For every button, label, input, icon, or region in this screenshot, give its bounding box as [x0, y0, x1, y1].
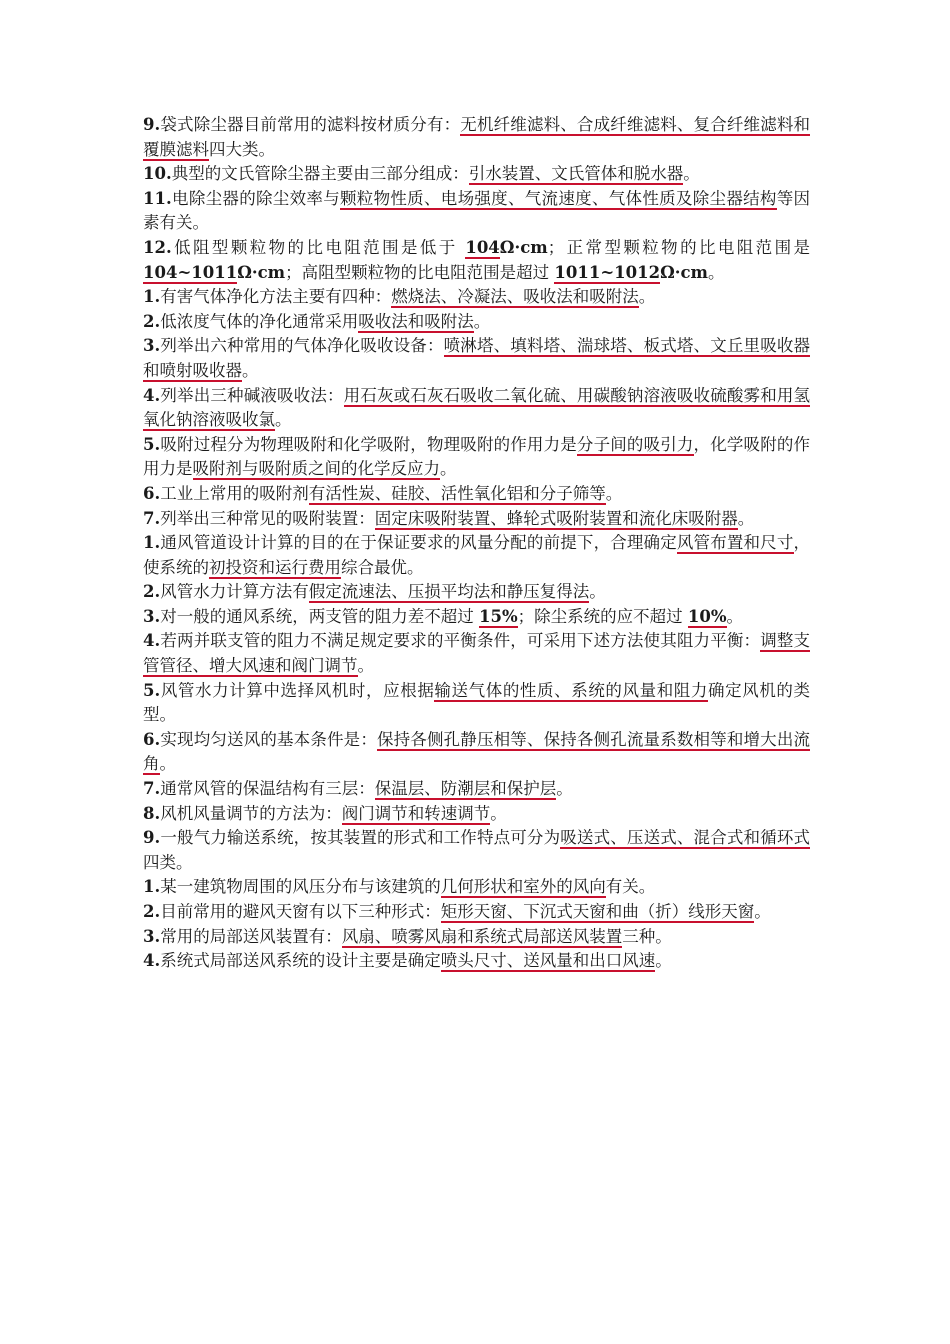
question-text: 一般气力输送系统，按其装置的形式和工作特点可分为 [160, 828, 561, 848]
item-number: 7. [143, 779, 161, 799]
answer-text: 矩形天窗、下沉式天窗和曲（折）线形天窗 [440, 902, 755, 921]
question-text: 四大类。 [209, 139, 275, 159]
answer-text: 风管布置和尺寸 [676, 533, 794, 553]
question-text: 。 [357, 656, 374, 676]
question-text: 。 [440, 459, 457, 479]
question-item [143, 310, 810, 335]
question-item [143, 875, 810, 900]
answer-text: 吸送式、压送式、混合式和循环式 [560, 828, 811, 848]
answer-text: 104~1011 [143, 262, 238, 282]
question-text: 。 [589, 582, 606, 602]
question-text: 等因素有关。 [143, 188, 810, 233]
item-number: 12. [143, 237, 172, 257]
question-text: 目前常用的避风天窗有以下三种形式： [160, 902, 441, 921]
item-number: 4. [143, 631, 161, 651]
item-number: 4. [143, 951, 161, 971]
item-number: 5. [143, 434, 161, 454]
question-text: 。 [708, 262, 725, 282]
item-number: 9. [143, 828, 161, 848]
question-item [143, 187, 810, 236]
question-text: 实现均匀送风的基本条件是： [160, 729, 377, 749]
question-text: 。 [242, 360, 259, 380]
question-item [143, 113, 810, 162]
answer-text: 104 [465, 237, 500, 257]
question-text: 常用的局部送风装置有： [160, 926, 342, 946]
answer-text: 引水装置、文氏管体和脱水器 [468, 164, 684, 184]
question-item [143, 925, 810, 950]
answer-text: 有活性炭、硅胶、活性氧化铝和分子筛等 [308, 483, 606, 503]
item-number: 7. [143, 508, 161, 528]
question-text: 。 [605, 483, 623, 503]
answer-text: 颗粒物性质、电场强度、气流速度、气体性质及除尘器结构 [339, 188, 777, 208]
answer-text: 无机纤维滤料、合成纤维滤料、复合纤维滤料和覆膜滤料 [143, 115, 811, 159]
question-text: 工业上常用的吸附剂 [160, 483, 309, 503]
item-number: 2. [143, 902, 161, 921]
question-text: 三种。 [622, 926, 672, 946]
question-item [143, 826, 810, 875]
question-text: 列举出六种常用的气体净化吸收设备： [160, 336, 444, 356]
answer-text: 分子间的吸引力 [576, 434, 694, 454]
item-number: 4. [143, 385, 161, 405]
question-text: 有害气体净化方法主要有四种： [160, 287, 392, 307]
question-text: 有关。 [605, 877, 656, 897]
question-item [143, 900, 810, 925]
question-item [143, 679, 810, 728]
item-number: 11. [143, 188, 172, 208]
question-text: 低阻型颗粒物的比电阻范围是低于 [171, 237, 466, 257]
answer-text: 阀门调节和转速调节 [341, 803, 491, 823]
answer-text: 几何形状和室外的风向 [440, 877, 606, 897]
item-number: 5. [143, 680, 161, 700]
question-item [143, 802, 810, 827]
answer-text: 喷淋塔、填料塔、湍球塔、板式塔、文丘里吸收器和喷射吸收器 [143, 336, 811, 380]
question-text: 。 [556, 779, 573, 799]
question-text: 。 [754, 902, 771, 921]
question-item [143, 162, 810, 187]
item-number: 9. [143, 115, 161, 134]
answer-text: 假定流速法、压损平均法和静压复得法 [308, 582, 590, 602]
question-text: 四类。 [143, 852, 193, 872]
question-text: 吸附过程分为物理吸附和化学吸附，物理吸附的作用力是 [160, 434, 577, 454]
question-item [143, 384, 810, 433]
question-item [143, 949, 810, 974]
question-text: 电除尘器的除尘效率与 [171, 188, 340, 208]
answer-text: 吸收法和吸附法 [358, 311, 474, 331]
question-text: 系统式局部送风系统的设计主要是确定 [160, 951, 441, 971]
question-text: 。 [638, 287, 656, 307]
question-text: Ω·cm [499, 237, 548, 257]
question-text: 。 [726, 606, 744, 626]
answer-text: 输送气体的性质、系统的风量和阻力 [434, 680, 709, 700]
question-text: 风管水力计算中选择风机时，应根据 [160, 680, 435, 700]
question-text: 袋式除尘器目前常用的滤料按材质分有： [160, 115, 461, 134]
question-text: 。 [490, 803, 507, 823]
question-text: Ω·cm [660, 262, 708, 282]
question-text: 低浓度气体的净化通常采用 [160, 311, 359, 331]
question-text: 。 [737, 508, 755, 528]
question-text: 。 [473, 311, 491, 331]
question-item [143, 728, 810, 777]
question-text: 。 [655, 951, 672, 971]
question-item [143, 531, 810, 580]
question-text: 对一般的通风系统，两支管的阻力差不超过 [160, 606, 479, 626]
question-text: ，使系统的 [143, 533, 810, 577]
question-item [143, 334, 810, 383]
question-text: 典型的文氏管除尘器主要由三部分组成： [171, 164, 469, 184]
item-number: 2. [143, 582, 161, 602]
answer-text: 吸附剂与吸附质之间的化学反应力 [192, 459, 440, 479]
question-text: 某一建筑物周围的风压分布与该建筑的 [160, 877, 441, 897]
question-item [143, 285, 810, 310]
question-text: 。 [159, 754, 176, 774]
item-number: 2. [143, 311, 161, 331]
item-number: 10. [143, 164, 172, 184]
answer-text: 10% [687, 606, 727, 626]
answer-text: 用石灰或石灰石吸收二氧化硫、用碳酸钠溶液吸收硫酸雾和用氢氧化钠溶液吸收氯 [143, 385, 811, 430]
answer-text: 保持各侧孔静压相等、保持各侧孔流量系数相等和增大出流角 [143, 729, 811, 774]
question-text: 通常风管的保温结构有三层： [160, 779, 375, 799]
question-text: ；高阻型颗粒物的比电阻范围是超过 [285, 262, 555, 282]
answer-text: 固定床吸附装置、蜂轮式吸附装置和流化床吸附器 [374, 508, 738, 528]
item-number: 6. [143, 729, 161, 749]
question-item [143, 507, 810, 532]
item-number: 1. [143, 877, 161, 897]
answer-text: 燃烧法、冷凝法、吸收法和吸附法 [391, 287, 639, 307]
text-body [143, 113, 810, 974]
item-number: 6. [143, 483, 161, 503]
question-text: 列举出三种常见的吸附装置： [160, 508, 375, 528]
answer-text: 15% [478, 606, 518, 626]
question-item [143, 433, 810, 482]
item-number: 1. [143, 533, 161, 553]
answer-text: 保温层、防潮层和保护层 [374, 779, 557, 799]
question-text: 列举出三种碱液吸收法： [160, 385, 344, 405]
question-text: ；正常型颗粒物的比电阻范围是 [547, 237, 810, 257]
question-item [143, 482, 810, 507]
question-item [143, 580, 810, 605]
item-number: 3. [143, 336, 161, 356]
question-text: ，化学吸附的作用力是 [143, 434, 811, 479]
question-text: 。 [683, 164, 700, 184]
question-item [143, 236, 810, 285]
question-text: Ω·cm [237, 262, 286, 282]
answer-text: 1011~1012 [554, 262, 661, 282]
item-number: 8. [143, 803, 161, 823]
question-text: 。 [275, 410, 292, 430]
item-number: 3. [143, 606, 161, 626]
question-item [143, 629, 810, 678]
item-number: 1. [143, 287, 161, 307]
item-number: 3. [143, 926, 161, 946]
question-item [143, 777, 810, 802]
question-text: 风机风量调节的方法为： [160, 803, 342, 823]
question-item [143, 605, 810, 630]
answer-text: 初投资和运行费用 [209, 557, 341, 577]
question-text: 综合最优。 [341, 557, 424, 577]
question-text: 通风管道设计计算的目的在于保证要求的风量分配的前提下，合理确定 [160, 533, 677, 553]
question-text: 若两并联支管的阻力不满足规定要求的平衡条件，可采用下述方法使其阻力平衡： [160, 631, 761, 651]
question-text: ；除尘系统的应不超过 [517, 606, 688, 626]
question-text: 确定风机的类型。 [143, 680, 811, 725]
question-text: 风管水力计算方法有 [160, 582, 309, 602]
answer-text: 风扇、喷雾风扇和系统式局部送风装置 [341, 926, 623, 946]
answer-text: 调整支管管径、增大风速和阀门调节 [143, 631, 811, 676]
answer-text: 喷头尺寸、送风量和出口风速 [440, 951, 656, 971]
